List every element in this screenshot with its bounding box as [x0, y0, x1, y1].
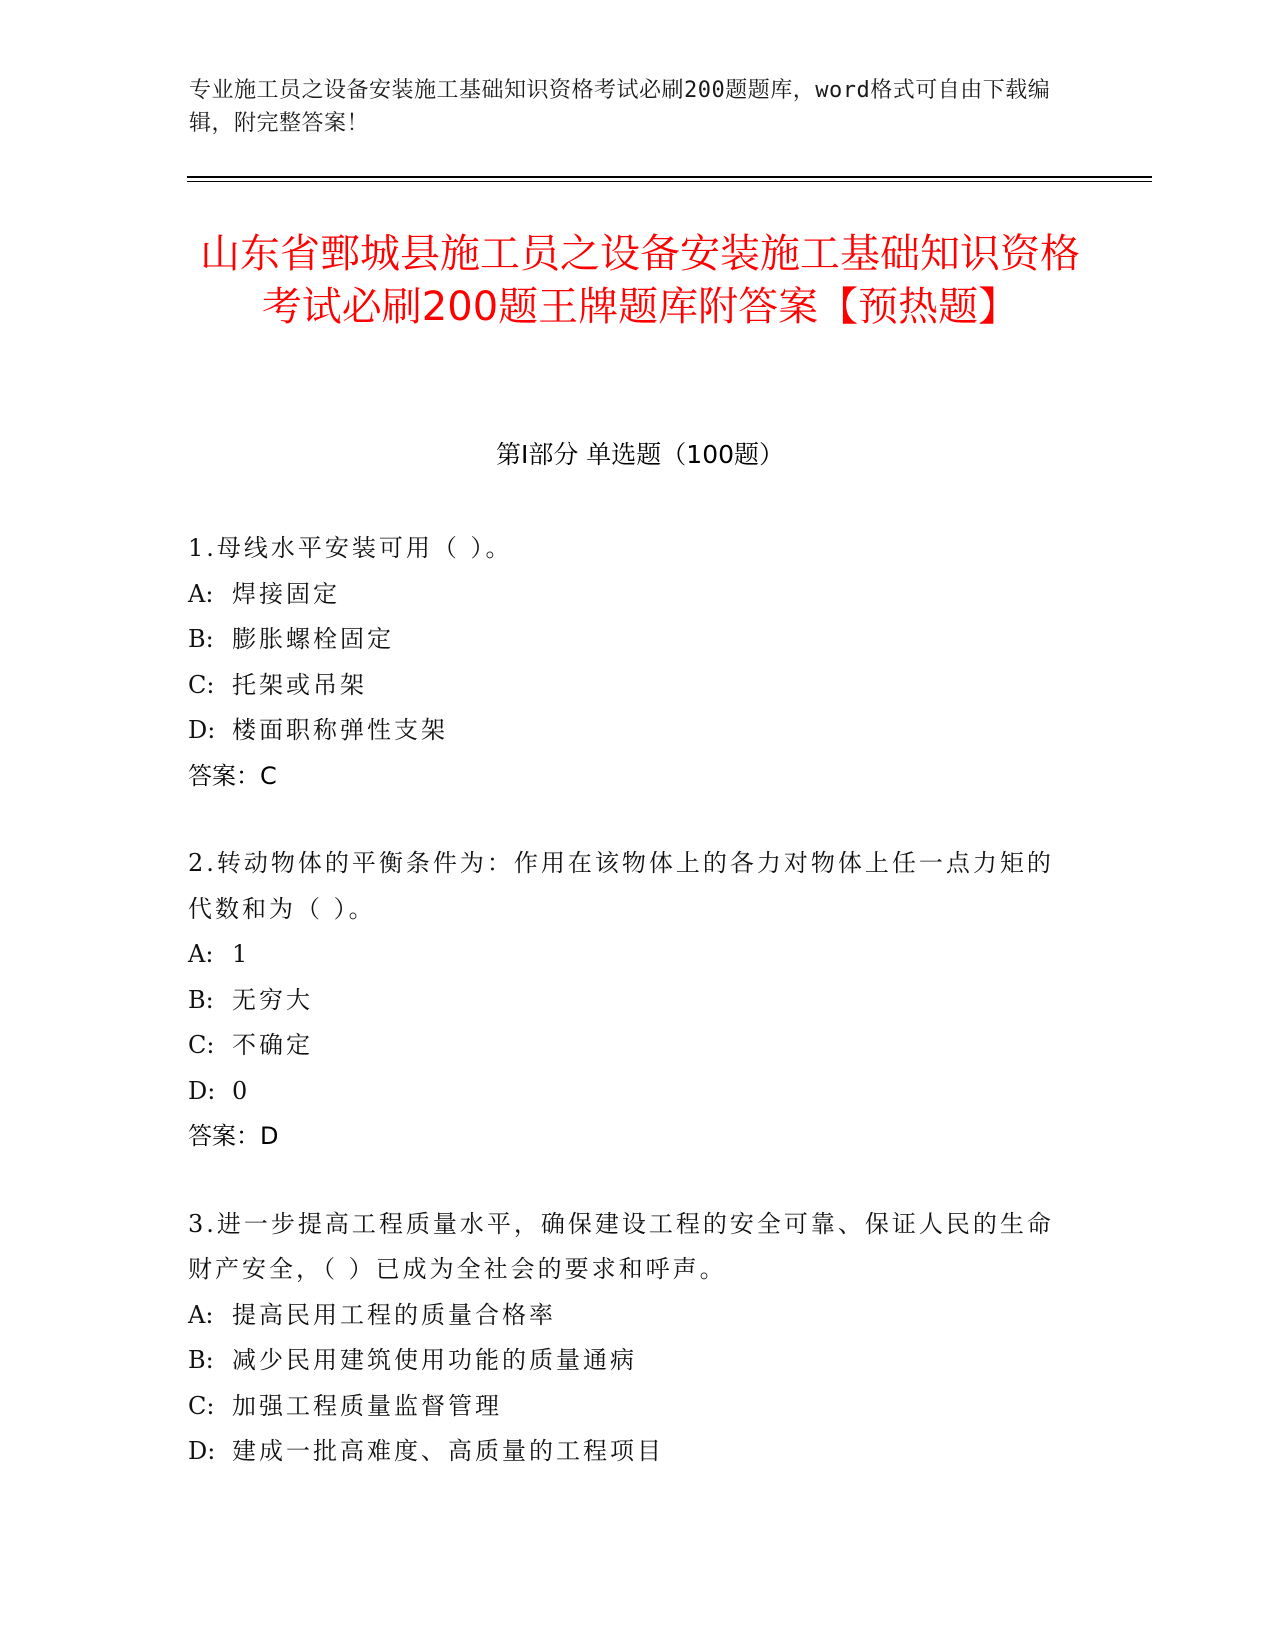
option-d	[188, 1069, 1068, 1115]
option-text: 膨胀螺栓固定	[232, 625, 394, 653]
option-text: 1	[232, 940, 251, 968]
option-text: 无穷大	[232, 985, 313, 1014]
option-c	[188, 1384, 1068, 1430]
option-text: 托架或吊架	[232, 670, 367, 699]
option-a	[188, 932, 1068, 978]
section-heading: 第Ⅰ部分 单选题（100题）	[495, 440, 785, 469]
question-2	[188, 841, 1068, 1160]
question-1	[188, 526, 1068, 799]
answer-line: 答案：D	[188, 1122, 279, 1150]
option-text: 不确定	[232, 1031, 313, 1059]
option-text: 0	[232, 1076, 251, 1105]
option-text: 减少民用建筑使用功能的质量通病	[232, 1346, 637, 1374]
header-divider-thick	[187, 176, 1152, 178]
option-text: 建成一批高难度、高质量的工程项目	[232, 1437, 664, 1465]
question-list	[188, 526, 1068, 1517]
header-divider-thin	[187, 181, 1152, 182]
option-letter: A:	[188, 940, 214, 968]
option-letter: D:	[188, 1076, 216, 1105]
option-d	[188, 1429, 1068, 1475]
question-stem: 2.转动物体的平衡条件为：作用在该物体上的各力对物体上任一点力矩的代数和为（ ）。	[188, 849, 1054, 923]
option-letter: C:	[188, 670, 215, 699]
option-letter: B:	[188, 1346, 214, 1374]
question-stem: 1.母线水平安装可用（ ）。	[188, 534, 513, 562]
option-d	[188, 708, 1068, 754]
option-letter: D:	[188, 1437, 216, 1465]
option-a	[188, 572, 1068, 618]
question-stem: 3.进一步提高工程质量水平，确保建设工程的安全可靠、保证人民的生命财产安全，（ ）已成为全社会的要求和呼声。	[188, 1209, 1054, 1283]
option-c	[188, 1023, 1068, 1069]
answer-line: 答案：C	[188, 761, 277, 790]
option-text: 焊接固定	[232, 579, 340, 608]
option-b	[188, 617, 1068, 663]
option-text: 加强工程质量监督管理	[232, 1391, 502, 1420]
header-note: 专业施工员之设备安装施工基础知识资格考试必刷200题题库，word格式可自由下载编辑，附完整答案！	[189, 78, 1051, 136]
option-letter: C:	[188, 1031, 215, 1059]
option-letter: A:	[188, 579, 214, 608]
option-a	[188, 1293, 1068, 1339]
option-letter: D:	[188, 716, 216, 744]
option-letter: B:	[188, 985, 214, 1014]
option-letter: C:	[188, 1391, 215, 1420]
option-letter: A:	[188, 1300, 214, 1329]
option-b	[188, 1338, 1068, 1384]
option-text: 楼面职称弹性支架	[232, 716, 448, 744]
question-3	[188, 1202, 1068, 1475]
option-b	[188, 978, 1068, 1024]
option-text: 提高民用工程的质量合格率	[232, 1300, 556, 1329]
document-title: 山东省鄄城县施工员之设备安装施工基础知识资格考试必刷200题王牌题库附答案【预热题】	[200, 231, 1080, 330]
option-c	[188, 663, 1068, 709]
option-letter: B:	[188, 625, 214, 653]
